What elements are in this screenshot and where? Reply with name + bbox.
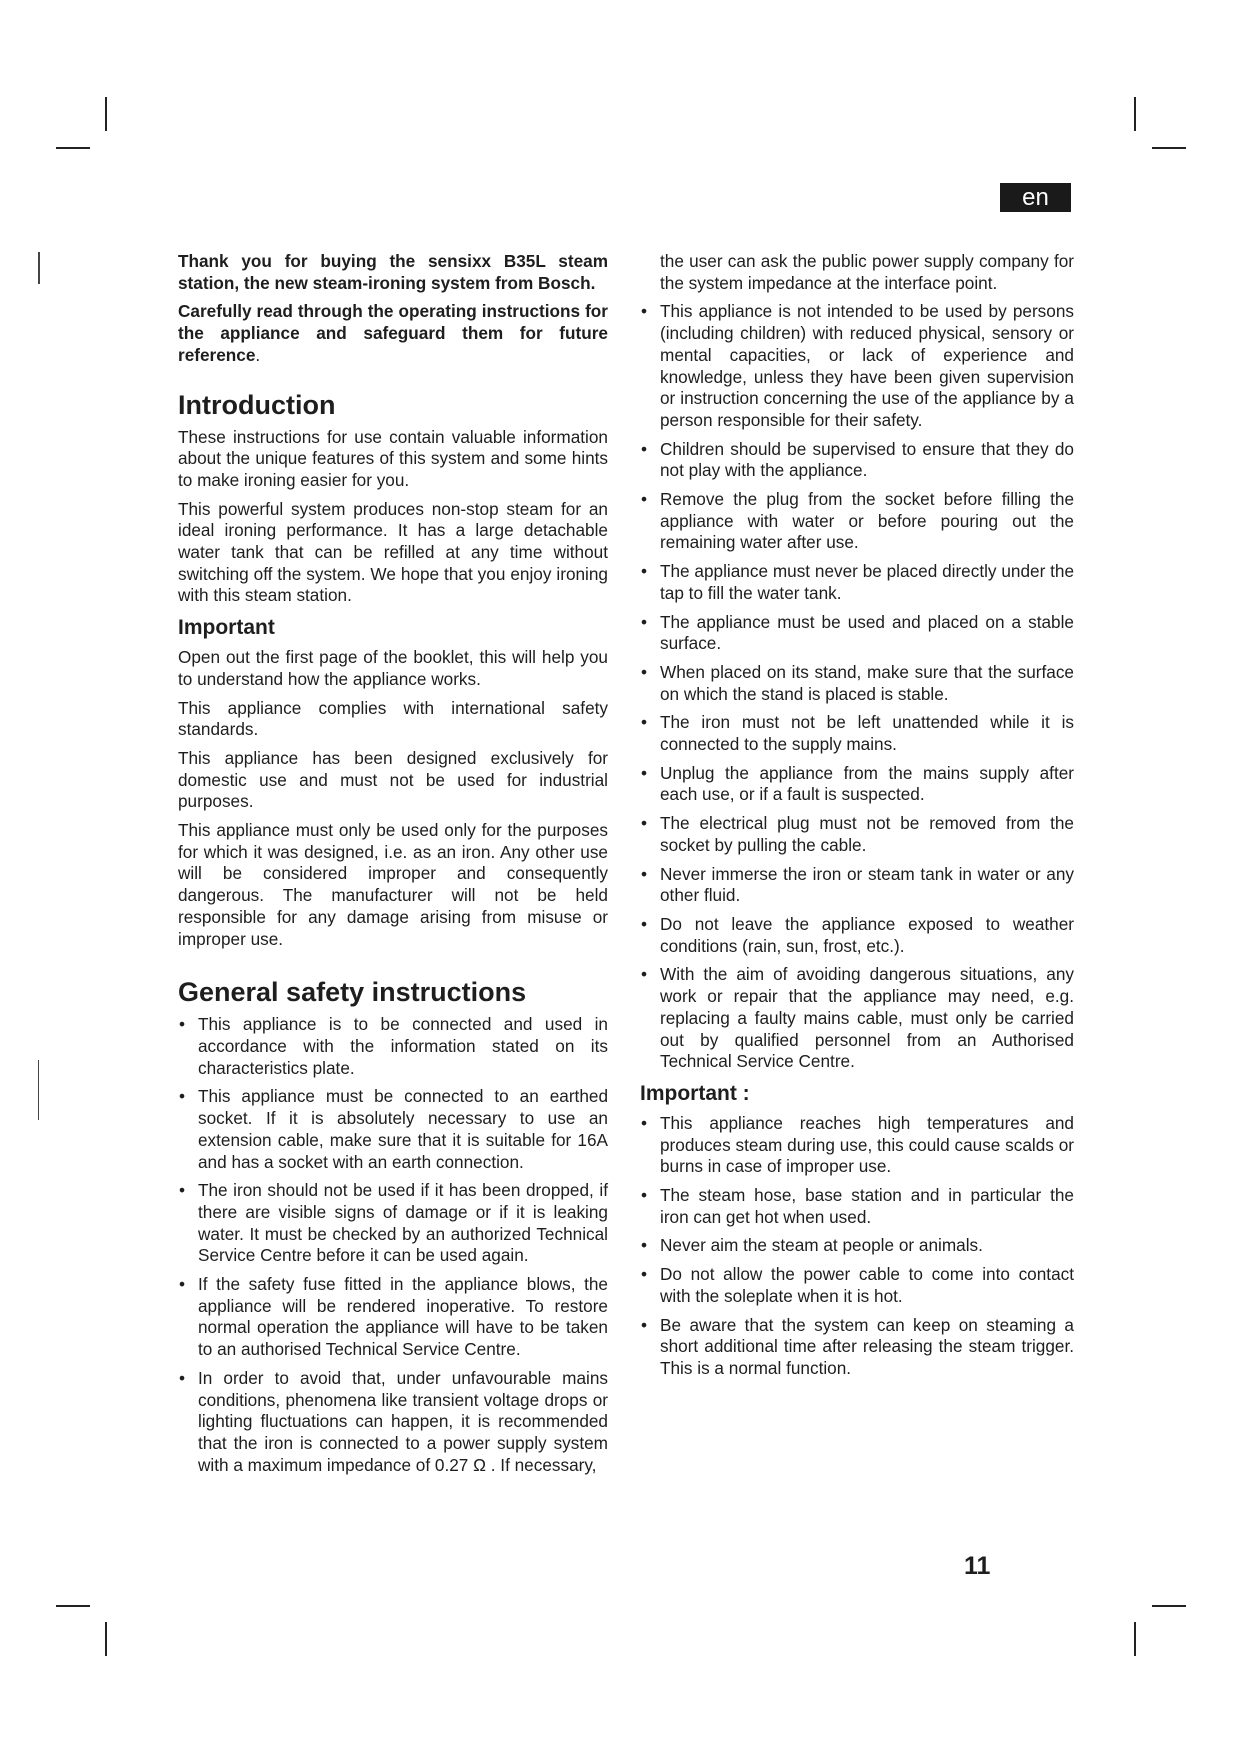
bullet-icon: • <box>641 964 648 985</box>
list-item <box>640 1264 1074 1307</box>
list-item-text: With the aim of avoiding dangerous situations, any work or repair that the appliance may need, e.g. replacing a faulty mains cable, must only be carried out by qualified personnel from an Authorised Technical Service Centre. <box>660 964 1074 1072</box>
important-list <box>640 1113 1074 1380</box>
bullet-icon: • <box>641 1314 648 1335</box>
list-item <box>640 301 1074 431</box>
list-item <box>178 1180 608 1267</box>
bullet-icon: • <box>641 438 648 459</box>
bullet-icon: • <box>641 813 648 834</box>
crop-mark-bottom-right-horizontal <box>1152 1605 1186 1607</box>
list-item-text: Remove the plug from the socket before filling the appliance with water or before pouring out the remaining water after use. <box>660 489 1074 553</box>
list-item <box>640 964 1074 1073</box>
bullet-icon: • <box>179 1180 186 1201</box>
list-item <box>640 763 1074 806</box>
crop-mark-top-left-horizontal <box>56 147 90 149</box>
list-item-text: In order to avoid that, under unfavourable mains conditions, phenomena like transient voltage drops or lighting fluctuations can happen, it is recommended that the iron is connected to a power supply system with a maximum impedance of 0.27 Ω . If necessary, <box>198 1367 608 1475</box>
list-item-text: The iron must not be left unattended while it is connected to the supply mains. <box>660 712 1074 755</box>
list-item <box>640 1235 1074 1257</box>
page-number: 11 <box>964 1552 991 1580</box>
bullet-icon: • <box>641 1264 648 1285</box>
important-paragraph-2: This appliance complies with international safety standards. <box>178 697 608 740</box>
list-item <box>640 914 1074 957</box>
list-item-text: The steam hose, base station and in particular the iron can get hot when used. <box>660 1185 1074 1227</box>
list-item-text: This appliance is not intended to be used by persons (including children) with reduced physical, sensory or mental capacities, or lack of experience and knowledge, unless they have been given supervision or instruction concerning the use of the appliance by a person responsible for their safety. <box>660 301 1074 430</box>
crop-mark-top-left-vertical <box>105 97 107 131</box>
bullet-icon: • <box>179 1014 186 1035</box>
list-item-text: The iron should not be used if it has been dropped, if there are visible signs of damage or if it is leaking water. It must be checked by an authorized Technical Service Centre before it can be used again. <box>198 1180 608 1266</box>
safety-list-continued <box>640 301 1074 1073</box>
general-safety-list <box>178 1014 608 1476</box>
bullet-icon: • <box>641 1185 648 1206</box>
introduction-paragraph-2: This powerful system produces non-stop steam for an ideal ironing performance. It has a large detachable water tank that can be refilled at any time without switching off the system. We hope that you enjoy ironing with this steam station. <box>178 498 608 606</box>
bullet-icon: • <box>179 1367 186 1388</box>
bullet-icon: • <box>641 661 648 682</box>
general-safety-heading: General safety instructions <box>178 977 527 1008</box>
crop-mark-top-right-horizontal <box>1152 147 1186 149</box>
list-item <box>640 612 1074 655</box>
intro-read-instructions-text: Carefully read through the operating instructions for the appliance and safeguard them for future reference <box>178 301 608 365</box>
bullet-icon: • <box>179 1274 186 1295</box>
right-column <box>640 251 1074 1387</box>
list-item-text: This appliance is to be connected and used in accordance with the information stated on its characteristics plate. <box>198 1014 608 1078</box>
list-item-text: Do not allow the power cable to come into contact with the soleplate when it is hot. <box>660 1264 1074 1306</box>
list-item <box>178 1086 608 1173</box>
crop-mark-top-right-vertical <box>1134 97 1136 131</box>
bullet-icon: • <box>641 913 648 934</box>
important-heading: Important <box>178 616 275 640</box>
crop-mark-bottom-left-vertical <box>105 1622 107 1656</box>
list-item <box>640 864 1074 907</box>
side-margin-mark-bottom <box>38 1060 39 1120</box>
list-item <box>178 1274 608 1361</box>
important-paragraph-1: Open out the first page of the booklet, this will help you to understand how the appliance works. <box>178 647 608 689</box>
list-item-text: Never immerse the iron or steam tank in water or any other fluid. <box>660 863 1074 906</box>
list-item <box>640 1185 1074 1228</box>
intro-thank-you: Thank you for buying the sensixx B35L steam station, the new steam-ironing system from Bosch. <box>178 251 608 293</box>
list-item-text: This appliance must be connected to an earthed socket. If it is absolutely necessary to use an extension cable, make sure that it is suitable for 16A and has a socket with an earth connection. <box>198 1086 608 1172</box>
list-item <box>178 1368 608 1477</box>
introduction-heading: Introduction <box>178 389 336 420</box>
list-item <box>640 561 1074 604</box>
bullet-icon: • <box>641 301 648 322</box>
list-item-text: Children should be supervised to ensure that they do not play with the appliance. <box>660 438 1074 481</box>
list-item-text: The appliance must be used and placed on a stable surface. <box>660 611 1074 654</box>
bullet-icon: • <box>179 1086 186 1107</box>
bullet-icon: • <box>641 1235 648 1256</box>
list-item-text: Be aware that the system can keep on steaming a short additional time after releasing the steam trigger. This is a normal function. <box>660 1314 1074 1378</box>
bullet-icon: • <box>641 863 648 884</box>
crop-mark-bottom-left-horizontal <box>56 1605 90 1607</box>
list-item <box>640 813 1074 856</box>
list-item <box>640 1315 1074 1380</box>
list-item-text: When placed on its stand, make sure that the surface on which the stand is placed is stable. <box>660 661 1074 704</box>
bullet-icon: • <box>641 1112 648 1133</box>
bullet-icon: • <box>641 762 648 783</box>
list-item <box>640 712 1074 755</box>
left-column <box>178 251 608 1483</box>
bullet-icon: • <box>641 712 648 733</box>
list-item <box>640 489 1074 554</box>
language-badge: en <box>1000 183 1071 212</box>
list-item-text: Do not leave the appliance exposed to weather conditions (rain, sun, frost, etc.). <box>660 913 1074 956</box>
list-item <box>640 662 1074 705</box>
bullet-icon: • <box>641 489 648 510</box>
list-item-text: Unplug the appliance from the mains supply after each use, or if a fault is suspected. <box>660 762 1074 805</box>
list-item-text: The appliance must never be placed directly under the tap to fill the water tank. <box>660 561 1074 603</box>
important-paragraph-3: This appliance has been designed exclusively for domestic use and must not be used for industrial purposes. <box>178 747 608 812</box>
list-item-text: This appliance reaches high temperatures and produces steam during use, this could cause scalds or burns in case of improper use. <box>660 1112 1074 1177</box>
list-item-text: If the safety fuse fitted in the appliance blows, the appliance will be rendered inoperative. To restore normal operation the appliance will have to be taken to an authorised Technical Service Centre. <box>198 1274 608 1360</box>
introduction-paragraph-1: These instructions for use contain valuable information about the unique features of this system and some hints to make ironing easier for you. <box>178 426 608 490</box>
important-paragraph-4: This appliance must only be used only for the purposes for which it was designed, i.e. as an iron. Any other use will be considered improper and consequently dangerous. The manufacturer will not be held responsible for any damage arising from misuse or improper use. <box>178 820 608 949</box>
list-item-text: Never aim the steam at people or animals. <box>660 1235 983 1256</box>
bullet-icon: • <box>641 611 648 632</box>
list-item <box>178 1014 608 1079</box>
list-item-text: The electrical plug must not be removed from the socket by pulling the cable. <box>660 813 1074 855</box>
crop-mark-bottom-right-vertical <box>1134 1622 1136 1656</box>
list-item <box>640 439 1074 482</box>
side-margin-mark-top <box>38 252 40 284</box>
bullet-icon: • <box>641 561 648 582</box>
important-heading-right: Important : <box>640 1081 750 1105</box>
impedance-continuation: the user can ask the public power supply company for the system impedance at the interface point. <box>660 251 1074 293</box>
intro-read-instructions-period: . <box>255 344 261 365</box>
intro-read-instructions <box>178 301 608 366</box>
list-item <box>640 1113 1074 1178</box>
